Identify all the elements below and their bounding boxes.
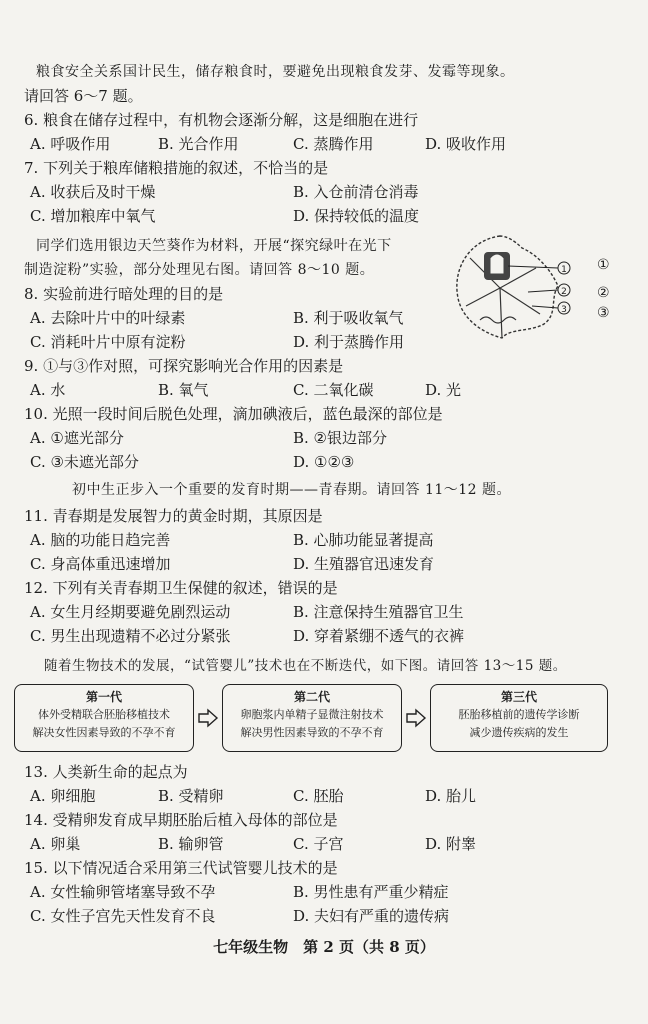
q7-option-b: B. 入仓前清仓消毒 [293,183,419,201]
q11-option-d: D. 生殖器官迅速发育 [293,555,435,573]
q6-option-d: D. 吸收作用 [425,135,507,153]
leaf-experiment-figure [440,228,590,348]
question-13-stem: 13. 人类新生命的起点为 [24,763,188,781]
q11-option-b: B. 心肺功能显著提高 [293,531,434,549]
flow-box-gen2 [222,684,402,752]
question-8-stem: 8. 实验前进行暗处理的目的是 [24,285,224,303]
flow-box-gen1-title: 第一代 [85,690,122,704]
q12-option-d: D. 穿着紧绷不透气的衣裤 [293,627,465,645]
question-10-stem: 10. 光照一段时间后脱色处理，滴加碘液后，蓝色最深的部位是 [24,405,443,423]
figure-label-1: ① [597,257,610,273]
q10-option-d: D. ①②③ [293,453,355,471]
q8-option-d: D. 利于蒸腾作用 [293,333,405,351]
flow-box-gen2-line1: 卵胞浆内单精子显微注射技术 [240,708,384,721]
q10-option-b: B. ②银边部分 [293,429,388,447]
q10-option-a: A. ①遮光部分 [30,429,124,447]
figure-label-3: ③ [597,305,610,321]
q13-option-d: D. 胎儿 [425,787,477,805]
q6-option-b: B. 光合作用 [158,135,239,153]
flow-box-gen1 [14,684,194,752]
q15-option-c: C. 女性子宫先天性发育不良 [30,907,216,925]
intro-text-13-15: 随着生物技术的发展，“试管婴儿”技术也在不断迭代，如下图。请回答 13～15 题。 [44,658,567,674]
q11-option-a: A. 脑的功能日趋完善 [30,531,171,549]
q8-option-c: C. 消耗叶片中原有淀粉 [30,333,186,351]
flow-box-gen3 [430,684,608,752]
q13-option-a: A. 卵细胞 [30,787,96,805]
q12-option-c: C. 男生出现遗精不必过分紧张 [30,627,231,645]
q9-option-d: D. 光 [425,381,462,399]
question-11-stem: 11. 青春期是发展智力的黄金时期，其原因是 [24,507,323,525]
svg-text:2: 2 [561,287,567,297]
question-6-stem: 6. 粮食在储存过程中，有机物会逐渐分解，这是细胞在进行 [24,111,419,129]
q13-option-c: C. 胚胎 [293,787,344,805]
page-footer: 七年级生物 第 2 页（共 8 页） [213,938,435,956]
flow-arrow-2-icon [405,708,427,728]
q12-option-b: B. 注意保持生殖器官卫生 [293,603,464,621]
flow-arrow-1-icon [197,708,219,728]
flow-box-gen3-line2: 减少遗传疾病的发生 [469,726,569,739]
figure-label-2: ② [597,285,610,301]
intro-text-6-7: 粮食安全关系国计民生，储存粮食时，要避免出现粮食发芽、发霉等现象。 [36,64,515,80]
flow-box-gen2-title: 第二代 [293,690,330,704]
q14-option-b: B. 输卵管 [158,835,224,853]
q11-option-c: C. 身高体重迅速增加 [30,555,171,573]
flow-box-gen1-line1: 体外受精联合胚胎移植技术 [38,708,170,721]
q10-option-c: C. ③未遮光部分 [30,453,139,471]
svg-text:3: 3 [561,305,567,315]
q7-option-a: A. 收获后及时干燥 [30,183,156,201]
q13-option-b: B. 受精卵 [158,787,224,805]
svg-text:1: 1 [561,265,567,275]
q8-option-b: B. 利于吸收氧气 [293,309,404,327]
q15-option-b: B. 男性患有严重少精症 [293,883,449,901]
q15-option-d: D. 夫妇有严重的遗传病 [293,907,450,925]
q7-option-d: D. 保持较低的温度 [293,207,420,225]
q6-option-a: A. 呼吸作用 [30,135,111,153]
flow-box-gen1-line2: 解决女性因素导致的不孕不育 [32,726,176,739]
intro-text-8-10: 同学们选用银边天竺葵作为材料，开展“探究绿叶在光下 [36,238,392,254]
question-12-stem: 12. 下列有关青春期卫生保健的叙述，错误的是 [24,579,338,597]
flow-box-gen3-title: 第三代 [500,690,537,704]
q6-option-c: C. 蒸腾作用 [293,135,374,153]
q9-option-c: C. 二氧化碳 [293,381,374,399]
q7-option-c: C. 增加粮库中氧气 [30,207,156,225]
question-9-stem: 9. ①与③作对照，可探究影响光合作用的因素是 [24,357,344,375]
q14-option-d: D. 附睾 [425,835,477,853]
q14-option-a: A. 卵巢 [30,835,81,853]
q12-option-a: A. 女生月经期要避免剧烈运动 [30,603,231,621]
q15-option-a: A. 女性输卵管堵塞导致不孕 [30,883,216,901]
flow-box-gen3-line1: 胚胎移植前的遗传学诊断 [458,708,580,721]
intro-text-8-10-cont: 制造淀粉”实验，部分处理见右图。请回答 8～10 题。 [24,262,375,278]
intro-text-11-12: 初中生正步入一个重要的发育时期——青春期。请回答 11～12 题。 [72,482,512,498]
question-14-stem: 14. 受精卵发育成早期胚胎后植入母体的部位是 [24,811,338,829]
intro-text-6-7-cont: 请回答 6～7 题。 [24,87,143,105]
q14-option-c: C. 子宫 [293,835,344,853]
flow-box-gen2-line2: 解决男性因素导致的不孕不育 [240,726,384,739]
question-15-stem: 15. 以下情况适合采用第三代试管婴儿技术的是 [24,859,338,877]
q8-option-a: A. 去除叶片中的叶绿素 [30,309,186,327]
q9-option-a: A. 水 [30,381,66,399]
question-7-stem: 7. 下列关于粮库储粮措施的叙述，不恰当的是 [24,159,329,177]
q9-option-b: B. 氧气 [158,381,209,399]
